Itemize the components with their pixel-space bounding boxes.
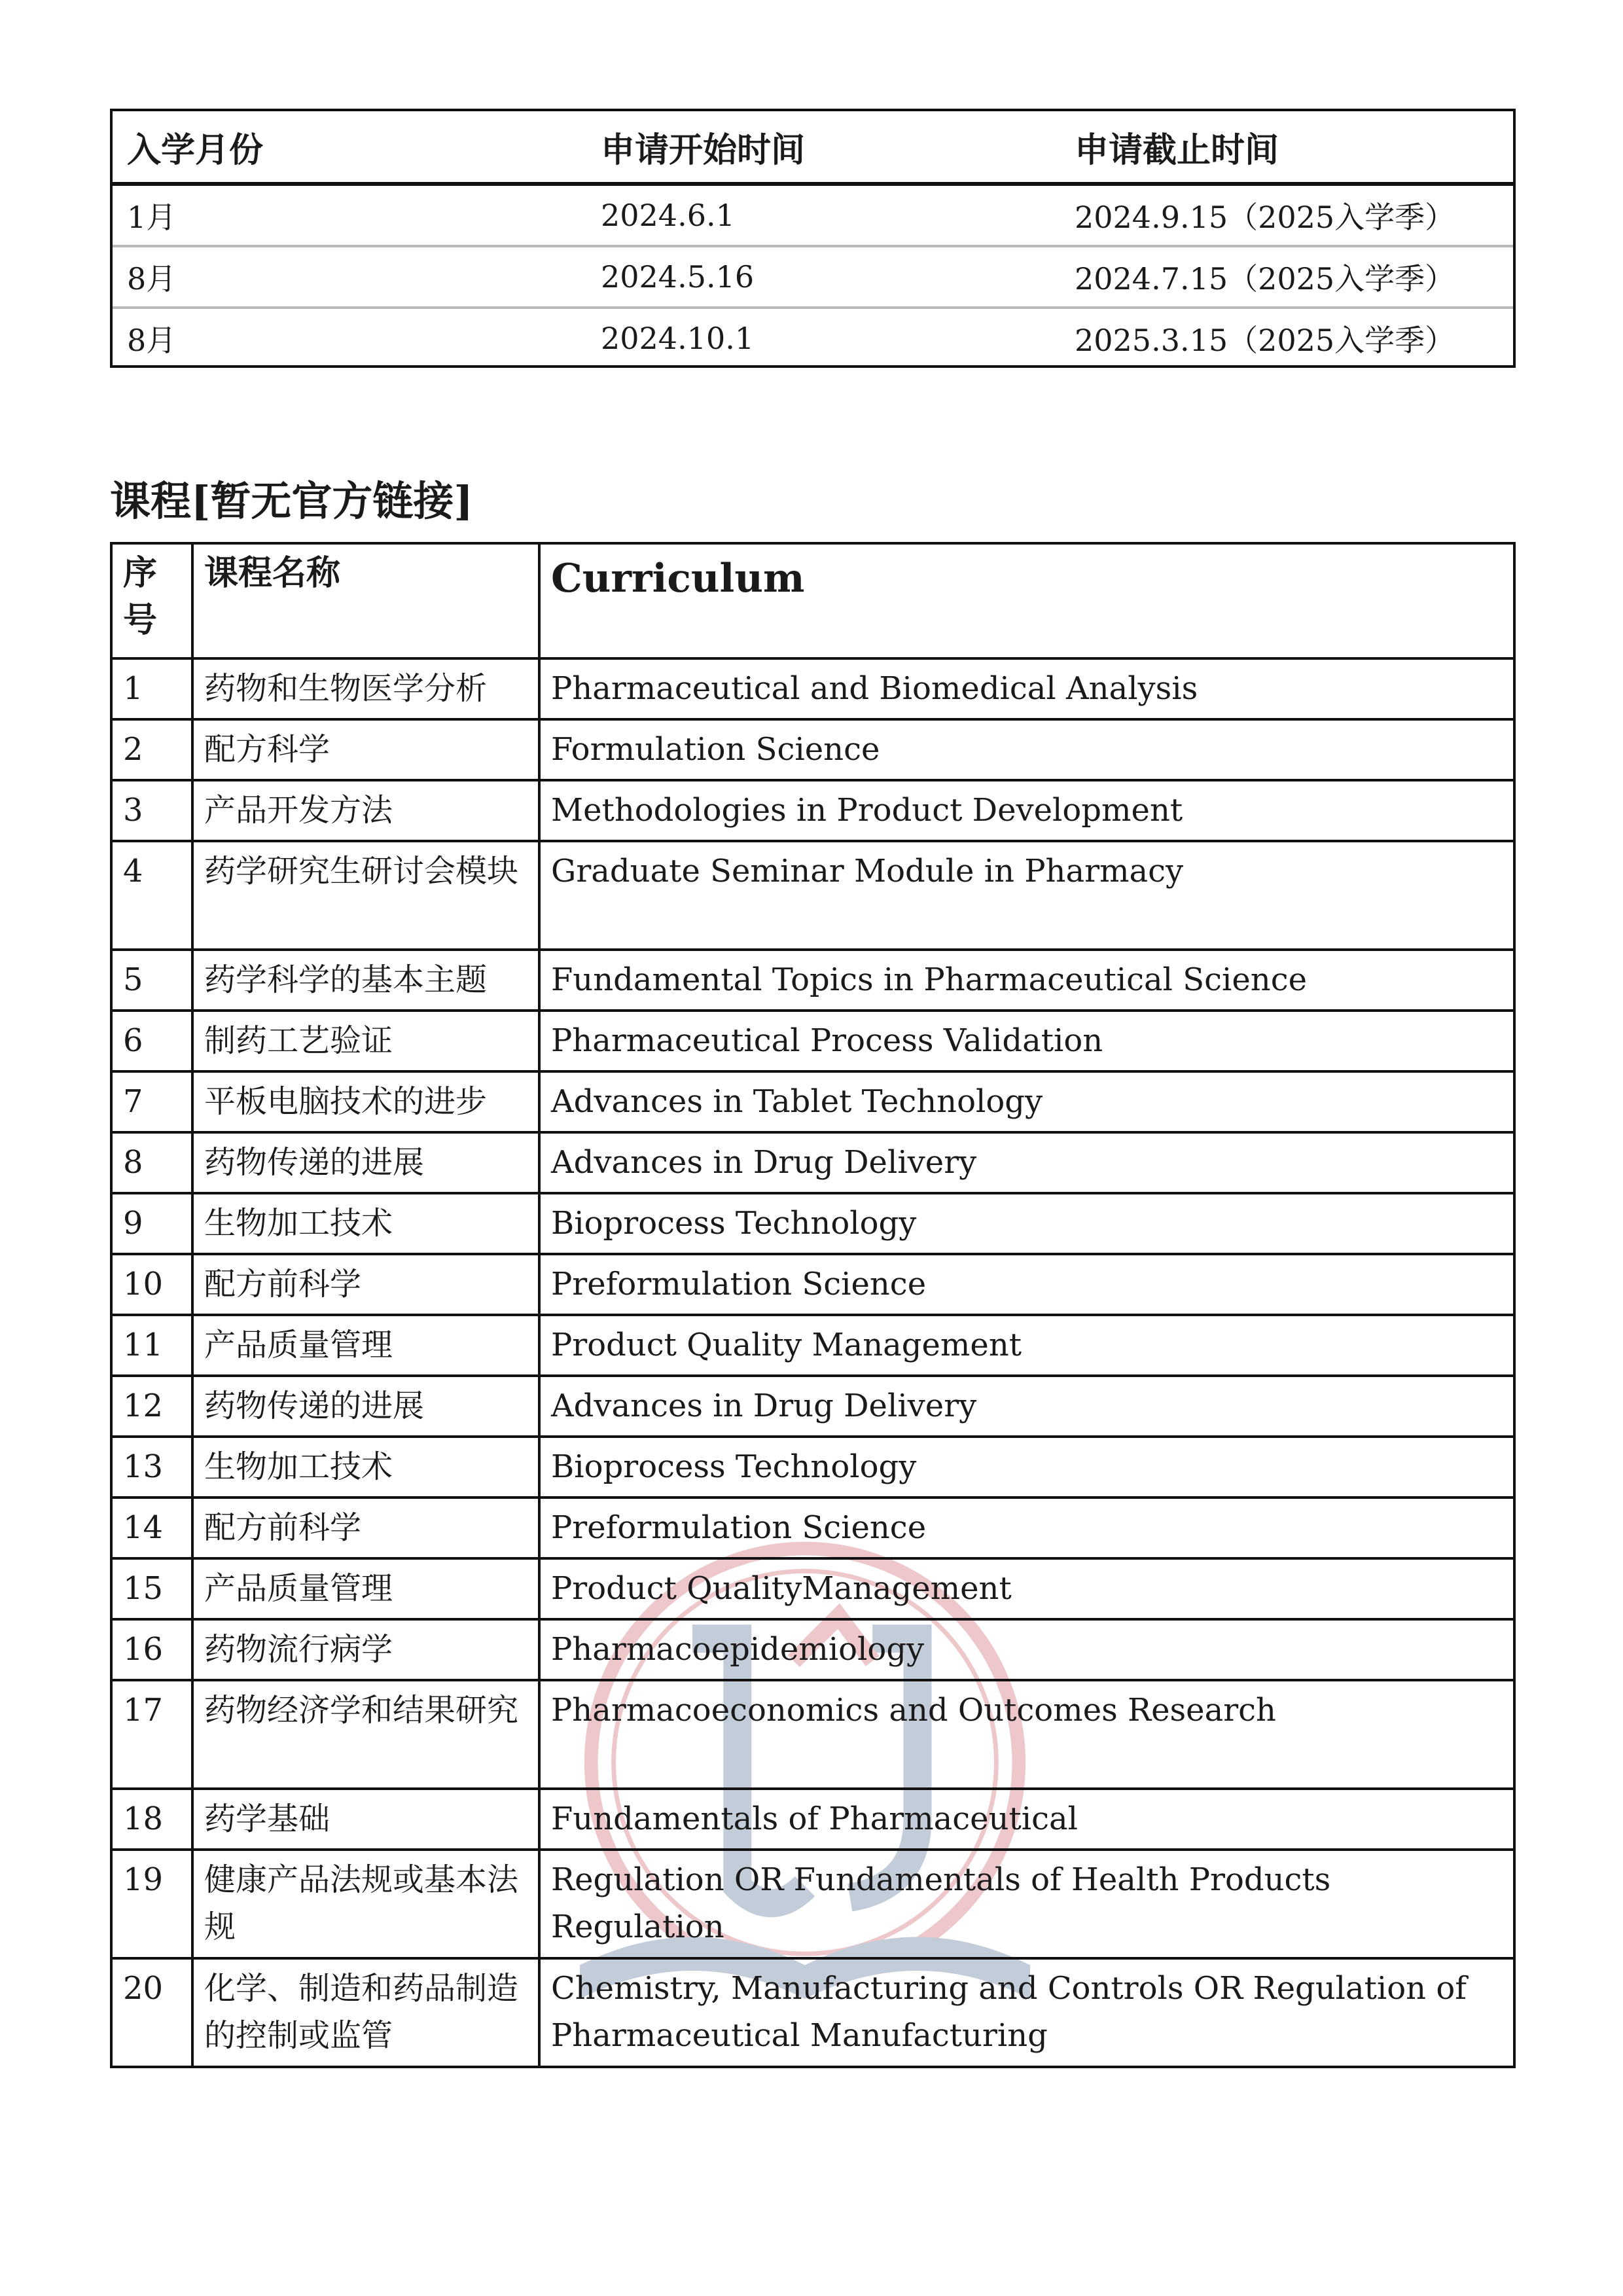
table-row xyxy=(111,1071,1514,1132)
table-row xyxy=(111,1558,1514,1619)
intake-dates-table xyxy=(110,109,1516,368)
course-name-en: Fundamentals of Pharmaceutical xyxy=(539,1789,1514,1850)
table-row xyxy=(111,1498,1514,1558)
course-name-cn: 药物传递的进展 xyxy=(192,1376,539,1437)
course-name-cn: 药学基础 xyxy=(192,1789,539,1850)
application-start: 2024.10.1 xyxy=(601,321,755,356)
table-row xyxy=(111,780,1514,841)
table-row xyxy=(111,1376,1514,1437)
course-name-cn: 生物加工技术 xyxy=(192,1437,539,1498)
course-name-en: Advances in Drug Delivery xyxy=(539,1376,1514,1437)
course-name-cn: 配方科学 xyxy=(192,719,539,780)
course-name-cn: 配方前科学 xyxy=(192,1254,539,1315)
intake-header-row xyxy=(113,111,1513,184)
course-name-cn: 药物传递的进展 xyxy=(192,1132,539,1193)
course-number: 14 xyxy=(111,1498,192,1558)
course-name-en: Regulation OR Fundamentals of Health Products Regulation xyxy=(539,1850,1514,1958)
course-name-cn: 产品开发方法 xyxy=(192,780,539,841)
course-name-en: Preformulation Science xyxy=(539,1498,1514,1558)
intake-month: 8月 xyxy=(127,323,177,358)
course-number: 6 xyxy=(111,1011,192,1071)
course-name-header: 课程名称 xyxy=(192,543,539,658)
application-deadline-header: 申请截止时间 xyxy=(1060,111,1513,184)
course-name-en: Fundamental Topics in Pharmaceutical Science xyxy=(539,950,1514,1011)
course-number: 20 xyxy=(111,1958,192,2067)
table-row xyxy=(111,950,1514,1011)
course-number: 17 xyxy=(111,1680,192,1789)
table-row xyxy=(111,1619,1514,1680)
course-name-cn: 药学科学的基本主题 xyxy=(192,950,539,1011)
course-name-cn: 健康产品法规或基本法规 xyxy=(192,1850,539,1958)
table-row xyxy=(111,719,1514,780)
application-start-header: 申请开始时间 xyxy=(586,111,1060,184)
table-row xyxy=(111,1132,1514,1193)
course-name-cn: 药物和生物医学分析 xyxy=(192,658,539,719)
application-start: 2024.6.1 xyxy=(586,184,1060,246)
table-row xyxy=(111,1011,1514,1071)
course-name-en: Product Quality Management xyxy=(539,1315,1514,1376)
course-number: 19 xyxy=(111,1850,192,1958)
course-name-en: Product QualityManagement xyxy=(539,1558,1514,1619)
course-number: 12 xyxy=(111,1376,192,1437)
table-row xyxy=(111,1254,1514,1315)
table-row xyxy=(111,1680,1514,1789)
table-row xyxy=(113,184,1513,246)
course-name-en: Formulation Science xyxy=(539,719,1514,780)
course-name-en: Bioprocess Technology xyxy=(539,1437,1514,1498)
course-name-cn: 制药工艺验证 xyxy=(192,1011,539,1071)
course-name-cn: 化学、制造和药品制造的控制或监管 xyxy=(192,1958,539,2067)
course-name-en: Methodologies in Product Development xyxy=(539,780,1514,841)
courses-header-row xyxy=(111,543,1514,658)
table-row xyxy=(113,308,1513,368)
application-start: 2024.5.16 xyxy=(586,246,1060,308)
course-name-cn: 产品质量管理 xyxy=(192,1315,539,1376)
course-name-en: Pharmaceutical and Biomedical Analysis xyxy=(539,658,1514,719)
course-number-header: 序号 xyxy=(111,543,192,658)
course-name-cn: 药学研究生研讨会模块 xyxy=(192,841,539,950)
intake-month: 8月 xyxy=(113,246,586,308)
table-row xyxy=(111,1315,1514,1376)
course-name-cn: 配方前科学 xyxy=(192,1498,539,1558)
course-name-cn: 产品质量管理 xyxy=(192,1558,539,1619)
table-row xyxy=(111,1193,1514,1254)
curriculum-header: Curriculum xyxy=(539,543,1514,658)
table-row xyxy=(111,1437,1514,1498)
course-name-en: Pharmacoepidemiology xyxy=(539,1619,1514,1680)
course-number: 1 xyxy=(111,658,192,719)
course-number: 18 xyxy=(111,1789,192,1850)
course-name-en: Pharmaceutical Process Validation xyxy=(539,1011,1514,1071)
course-number: 15 xyxy=(111,1558,192,1619)
table-row xyxy=(111,1958,1514,2067)
application-deadline: 2024.7.15（2025入学季） xyxy=(1060,246,1513,308)
course-number: 16 xyxy=(111,1619,192,1680)
course-number: 2 xyxy=(111,719,192,780)
course-number: 7 xyxy=(111,1071,192,1132)
course-name-en: Advances in Tablet Technology xyxy=(539,1071,1514,1132)
course-number: 10 xyxy=(111,1254,192,1315)
course-number: 9 xyxy=(111,1193,192,1254)
table-row xyxy=(111,1850,1514,1958)
table-row xyxy=(111,841,1514,950)
application-deadline: 2024.9.15（2025入学季） xyxy=(1060,184,1513,246)
course-number: 8 xyxy=(111,1132,192,1193)
course-name-cn: 生物加工技术 xyxy=(192,1193,539,1254)
course-name-en: Preformulation Science xyxy=(539,1254,1514,1315)
course-name-en: Graduate Seminar Module in Pharmacy xyxy=(539,841,1514,950)
table-row xyxy=(111,1789,1514,1850)
course-number: 13 xyxy=(111,1437,192,1498)
course-name-cn: 药物经济学和结果研究 xyxy=(192,1680,539,1789)
course-number: 4 xyxy=(111,841,192,950)
course-name-en: Chemistry, Manufacturing and Controls OR Regulation of Pharmaceutical Manufacturing xyxy=(539,1958,1514,2067)
course-name-en: Pharmacoeconomics and Outcomes Research xyxy=(539,1680,1514,1789)
table-row xyxy=(111,658,1514,719)
course-number: 3 xyxy=(111,780,192,841)
course-name-cn: 平板电脑技术的进步 xyxy=(192,1071,539,1132)
intake-month: 1月 xyxy=(113,184,586,246)
intake-month-header: 入学月份 xyxy=(113,111,586,184)
application-deadline: 2025.3.15（2025入学季） xyxy=(1075,323,1455,358)
course-name-en: Bioprocess Technology xyxy=(539,1193,1514,1254)
courses-section-title: 课程[暂无官方链接] xyxy=(110,477,473,525)
course-number: 11 xyxy=(111,1315,192,1376)
course-number: 5 xyxy=(111,950,192,1011)
table-row xyxy=(113,246,1513,308)
courses-table xyxy=(110,542,1516,2068)
course-name-en: Advances in Drug Delivery xyxy=(539,1132,1514,1193)
course-name-cn: 药物流行病学 xyxy=(192,1619,539,1680)
